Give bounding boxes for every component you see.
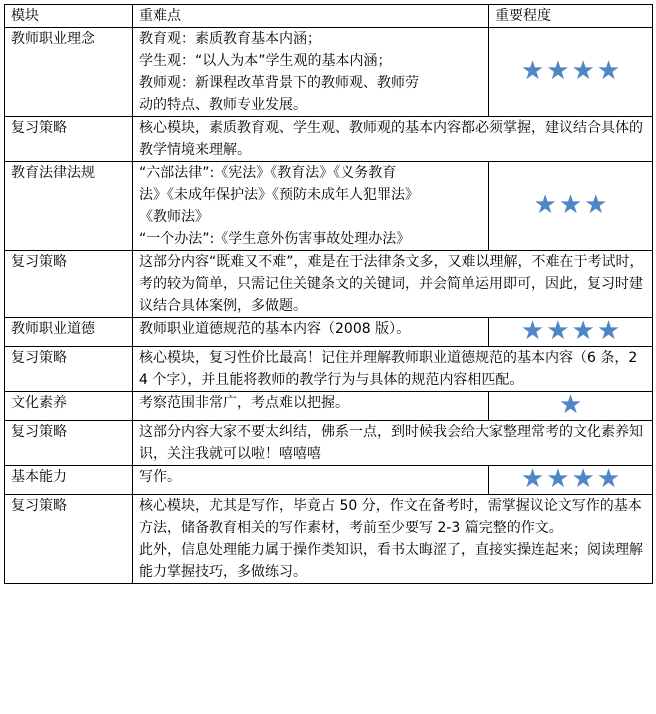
star-icon: ★ (546, 464, 570, 494)
key-point-line: 教师观：新课程改革背景下的教师观、教师劳 (139, 75, 419, 91)
review-strategy-row (5, 251, 653, 318)
review-strategy-row (5, 495, 653, 584)
review-strategy-row (5, 117, 653, 162)
star-icon: ★ (546, 316, 570, 346)
star-rating (520, 58, 621, 86)
key-points-cell (133, 318, 489, 347)
strategy-paragraph: 这部分内容大家不要太纠结，佛系一点，到时候我会给大家整理常考的文化素养知识，关注我就可以啦！嘻嘻嘻 (139, 424, 643, 462)
module-row (5, 392, 653, 421)
review-strategy-row (5, 347, 653, 392)
module-row (5, 318, 653, 347)
star-icon: ★ (546, 56, 570, 86)
star-icon: ★ (596, 56, 621, 86)
star-icon: ★ (571, 316, 595, 346)
review-strategy-label: 复习策略 (5, 347, 133, 392)
strategy-paragraph: 这部分内容“既难又不难”，难是在于法律条文多，又难以理解，不难在于考试时，考的较为简单，只需记住关键条文的关键词，并会简单运用即可，因此，复习时建议结合具体案例，多做题。 (139, 254, 644, 314)
module-name: 文化素养 (5, 392, 133, 421)
review-strategy-text (133, 251, 653, 318)
module-name: 教育法律法规 (5, 162, 133, 251)
key-point-line: 教育观：素质教育基本内涵； (139, 31, 321, 47)
key-point-line: 学生观：“以人为本”学生观的基本内涵； (139, 53, 392, 69)
module-row (5, 28, 653, 117)
key-point-line: 写作。 (139, 469, 181, 485)
importance-rating (489, 318, 653, 347)
strategy-paragraph: 核心模块，尤其是写作，毕竟占 50 分，作文在备考时，需掌握议论文写作的基本方法，储备教育相关的写作素材，考前至少要写 2-3 篇完整的作文。 (139, 498, 642, 536)
star-icon: ★ (584, 190, 608, 220)
review-strategy-label: 复习策略 (5, 251, 133, 318)
star-icon: ★ (558, 390, 583, 420)
key-point-line: 动的特点、教师专业发展。 (139, 97, 307, 113)
star-icon: ★ (571, 464, 595, 494)
module-name: 教师职业道德 (5, 318, 133, 347)
review-strategy-text (133, 421, 653, 466)
star-icon: ★ (571, 56, 595, 86)
key-points-cell (133, 392, 489, 421)
key-points-cell (133, 162, 489, 251)
importance-rating (489, 466, 653, 495)
key-points-cell (133, 28, 489, 117)
key-point-line: 考察范围非常广，考点难以把握。 (139, 395, 349, 411)
module-row (5, 466, 653, 495)
star-icon: ★ (533, 190, 557, 220)
star-rating (520, 466, 621, 494)
header-key-points: 重难点 (133, 5, 489, 28)
table-body (5, 28, 653, 584)
star-rating (520, 318, 621, 346)
strategy-paragraph: 此外，信息处理能力属于操作类知识，看书太晦涩了，直接实操连起来；阅读理解能力掌握技巧，多做练习。 (139, 542, 643, 580)
module-name: 基本能力 (5, 466, 133, 495)
review-strategy-label: 复习策略 (5, 495, 133, 584)
star-icon: ★ (520, 464, 545, 494)
table-header-row (5, 5, 653, 28)
star-icon: ★ (596, 316, 621, 346)
star-icon: ★ (520, 316, 545, 346)
review-strategy-text (133, 117, 653, 162)
module-row (5, 162, 653, 251)
module-name: 教师职业理念 (5, 28, 133, 117)
strategy-paragraph: 核心模块，素质教育观、学生观、教师观的基本内容都必须掌握，建议结合具体的教学情境来理解。 (139, 120, 643, 158)
key-point-line: 法》《未成年保护法》《预防未成年人犯罪法》 (139, 187, 419, 203)
star-icon: ★ (558, 190, 583, 220)
star-rating (558, 392, 583, 420)
header-module: 模块 (5, 5, 133, 28)
importance-rating (489, 28, 653, 117)
key-points-cell (133, 466, 489, 495)
review-strategy-text (133, 495, 653, 584)
key-point-line: 教师职业道德规范的基本内容（2008 版）。 (139, 321, 411, 337)
review-strategy-label: 复习策略 (5, 421, 133, 466)
star-icon: ★ (596, 464, 621, 494)
header-importance: 重要程度 (489, 5, 653, 28)
strategy-paragraph: 核心模块，复习性价比最高！记住并理解教师职业道德规范的基本内容（6 条，24 个字），并且能将教师的教学行为与具体的规范内容相匹配。 (139, 350, 638, 388)
review-strategy-row (5, 421, 653, 466)
review-strategy-text (133, 347, 653, 392)
importance-rating (489, 162, 653, 251)
key-point-line: 《教师法》 (139, 209, 209, 225)
key-point-line: “一个办法”:《学生意外伤害事故处理办法》 (139, 231, 411, 247)
key-point-line: “六部法律”:《宪法》《教育法》《义务教育 (139, 165, 397, 181)
star-icon: ★ (520, 56, 545, 86)
review-strategy-label: 复习策略 (5, 117, 133, 162)
study-plan-table (4, 4, 653, 584)
star-rating (533, 192, 609, 220)
importance-rating (489, 392, 653, 421)
